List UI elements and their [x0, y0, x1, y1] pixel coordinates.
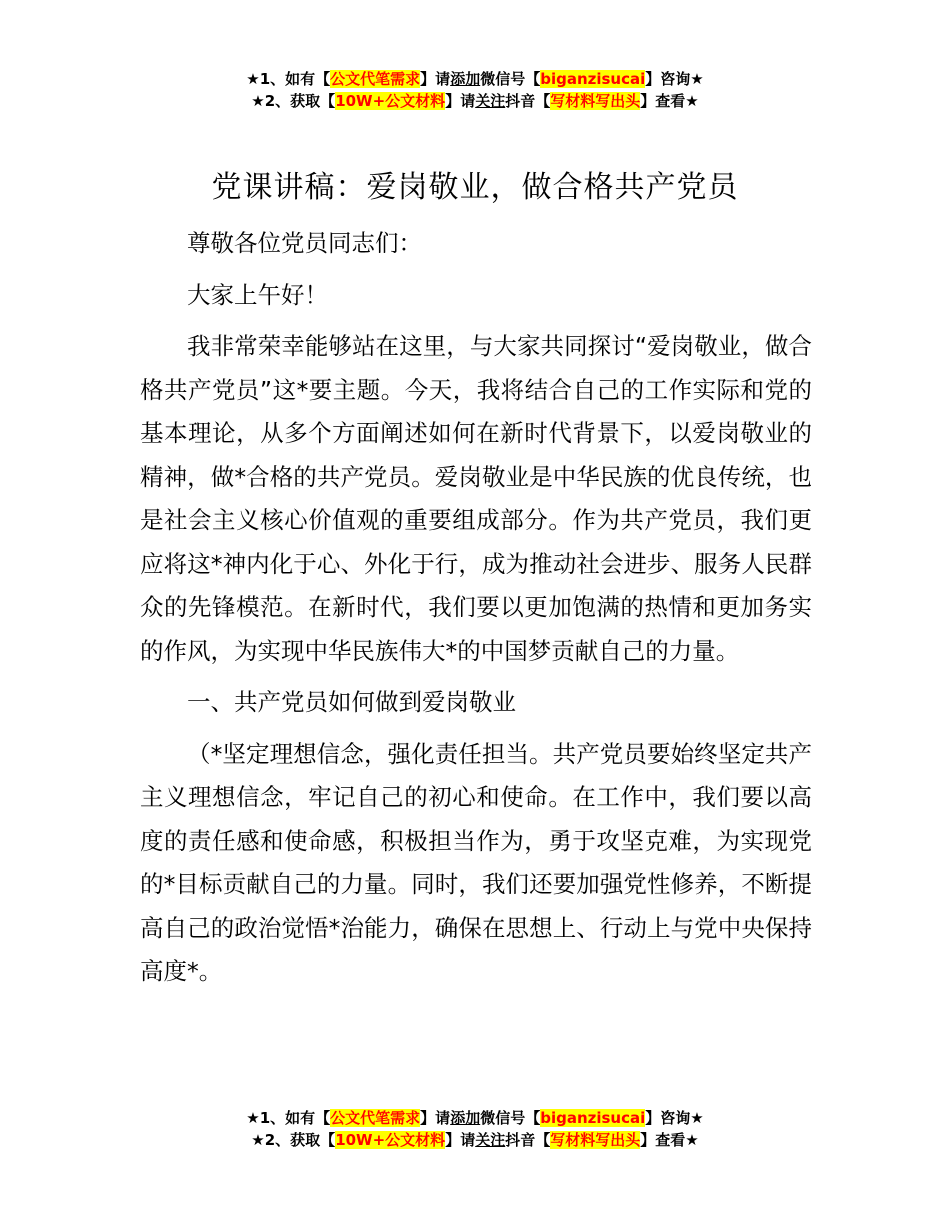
highlight-douyin: 写材料写出头 [550, 92, 641, 110]
header-banner [0, 68, 950, 112]
document-title: 党课讲稿：爱岗敬业，做合格共产党员 [211, 170, 739, 205]
highlight-materials: 10W+公文材料 [335, 1131, 446, 1149]
footer-banner [0, 1107, 950, 1151]
highlight-wechat-id: biganzisucai [540, 1109, 646, 1127]
highlight-ghostwriting: 公文代笔需求 [330, 1109, 421, 1127]
section-paragraph: （*坚定理想信念，强化责任担当。共产党员要始终坚定共产主义理想信念，牢记自己的初心和使命。在工作中，我们要以高度的责任感和使命感，积极担当作为，勇于攻坚克难，为实现党的*目标贡献自己的力量。同时，我们还要加强党性修养，不断提高自己的政治觉悟*治能力，确保在思想上、行动上与党中央保持高度*。 [140, 739, 812, 985]
banner-line-1: ★1、如有【公文代笔需求】请添加微信号【biganzisucai】咨询★ [246, 70, 704, 88]
banner-line-1: ★1、如有【公文代笔需求】请添加微信号【biganzisucai】咨询★ [246, 1109, 704, 1127]
document-body [140, 222, 812, 1002]
highlight-douyin: 写材料写出头 [550, 1131, 641, 1149]
intro-paragraph: 我非常荣幸能够站在这里，与大家共同探讨“爱岗敬业，做合格共产党员”这*要主题。今天，我将结合自己的工作实际和党的基本理论，从多个方面阐述如何在新时代背景下，以爱岗敬业的精神，做*合格的共产党员。爱岗敬业是中华民族的优良传统，也是社会主义核心价值观的重要组成部分。作为共产党员，我们更应将这*神内化于心、外化于行，成为推动社会进步、服务人民群众的先锋模范。在新时代，我们要以更加饱满的热情和更加务实的作风，为实现中华民族伟大*的中国梦贡献自己的力量。 [140, 332, 812, 665]
highlight-materials: 10W+公文材料 [335, 92, 446, 110]
highlight-ghostwriting: 公文代笔需求 [330, 70, 421, 88]
highlight-wechat-id: biganzisucai [540, 70, 646, 88]
salutation: 尊敬各位党员同志们： [187, 229, 422, 257]
greeting: 大家上午好！ [187, 280, 328, 309]
banner-line-2: ★2、获取【10W+公文材料】请关注抖音【写材料写出头】查看★ [251, 1131, 699, 1149]
section-heading: 一、共产党员如何做到爱岗敬业 [187, 688, 516, 716]
banner-line-2: ★2、获取【10W+公文材料】请关注抖音【写材料写出头】查看★ [251, 92, 699, 110]
